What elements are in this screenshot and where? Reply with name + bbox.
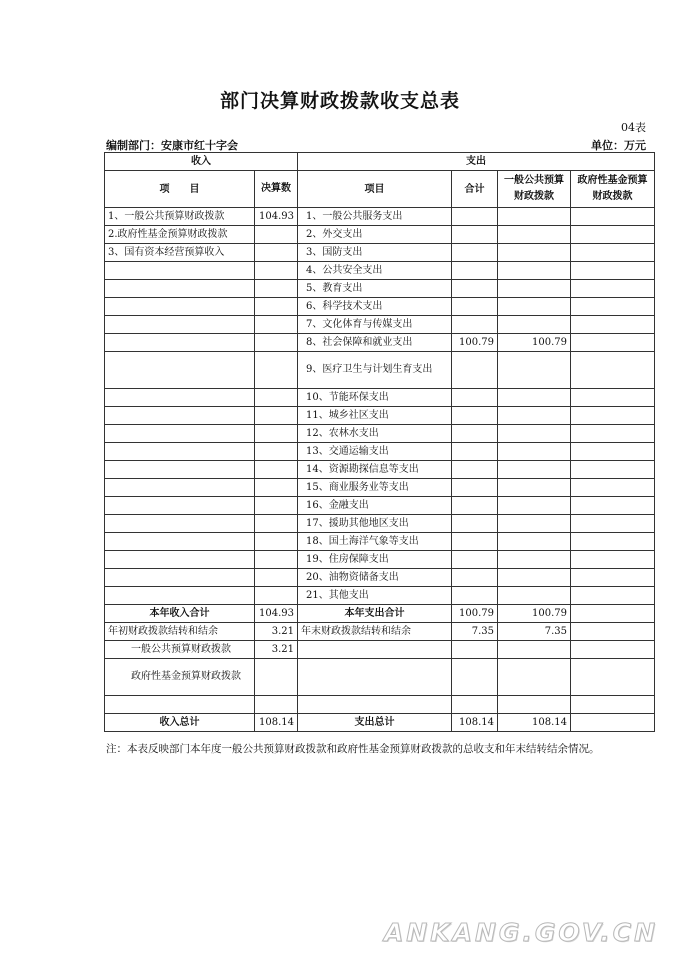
expense-item-total [452,208,498,226]
expense-item-total [452,262,498,280]
fund-budget-header: 政府性基金预算财政拨款 [571,171,655,208]
table-row [105,407,655,425]
expense-item-label: 20、油物资储备支出 [298,569,452,587]
expense-item-label: 4、公共安全支出 [298,262,452,280]
empty-cell [105,298,255,316]
income-header: 收入 [105,153,298,171]
expense-item-total [452,352,498,389]
carry-over-row [105,623,655,641]
expense-item-label: 1、一般公共服务支出 [298,208,452,226]
item-right-header: 项目 [298,171,452,208]
empty-cell [255,479,298,497]
expense-item-label: 9、医疗卫生与计划生育支出 [298,352,452,389]
empty-cell [105,515,255,533]
expense-item-total [452,407,498,425]
expense-item-general [498,208,571,226]
expense-item-total [452,551,498,569]
expense-item-total [452,244,498,262]
final-amount-header: 决算数 [255,171,298,208]
expense-item-fund [571,334,655,352]
expense-item-general [498,389,571,407]
table-row [105,208,655,226]
expense-item-general: 100.79 [498,334,571,352]
expense-item-general [498,569,571,587]
expense-item-fund [571,551,655,569]
table-row [105,316,655,334]
table-row [105,280,655,298]
empty-cell [255,551,298,569]
income-item-label: 2.政府性基金预算财政拨款 [105,226,255,244]
table-row [105,425,655,443]
empty-cell [105,569,255,587]
carry-in-fund-value [255,659,298,696]
expense-item-label: 2、外交支出 [298,226,452,244]
empty-cell [105,280,255,298]
empty-cell [255,352,298,389]
expense-item-total [452,389,498,407]
table-number: 04表 [621,121,646,134]
expense-item-fund [571,533,655,551]
expense-header: 支出 [298,153,655,171]
table-row [105,461,655,479]
expense-item-label: 21、其他支出 [298,587,452,605]
empty-cell [105,262,255,280]
expense-item-total: 100.79 [452,334,498,352]
empty-cell [255,407,298,425]
expense-item-fund [571,569,655,587]
empty-cell [255,298,298,316]
year-expense-fund-value [571,605,655,623]
year-expense-total-label: 本年支出合计 [298,605,452,623]
empty-cell [105,479,255,497]
expense-item-general [498,280,571,298]
carry-out-fund [571,623,655,641]
empty-cell [255,587,298,605]
year-income-total-value: 104.93 [255,605,298,623]
expense-item-general [498,551,571,569]
expense-item-total [452,226,498,244]
empty-cell [255,497,298,515]
expense-item-label: 11、城乡社区支出 [298,407,452,425]
expense-item-total [452,479,498,497]
income-grand-total-label: 收入总计 [105,714,255,732]
empty-cell [105,389,255,407]
year-income-total-label: 本年收入合计 [105,605,255,623]
empty-cell [105,551,255,569]
expense-item-fund [571,461,655,479]
income-item-value [255,226,298,244]
empty-cell [571,659,655,696]
expense-item-general [498,352,571,389]
empty-cell [298,696,452,714]
grand-total-row [105,714,655,732]
carry-in-general-label: 一般公共预算财政拨款 [105,641,255,659]
empty-cell [255,425,298,443]
expense-item-general [498,497,571,515]
expense-item-total [452,425,498,443]
general-budget-header: 一般公共预算财政拨款 [498,171,571,208]
expense-item-label: 16、金融支出 [298,497,452,515]
empty-cell [571,696,655,714]
empty-cell [498,659,571,696]
header-row-1 [105,153,655,171]
income-item-label: 3、国有资本经营预算收入 [105,244,255,262]
expense-item-general [498,298,571,316]
expense-item-total [452,515,498,533]
carry-in-value: 3.21 [255,623,298,641]
expense-item-fund [571,280,655,298]
unit-label: 单位：万元 [591,139,646,152]
total-header: 合计 [452,171,498,208]
expense-item-general [498,425,571,443]
empty-cell [255,334,298,352]
table-row [105,569,655,587]
expense-item-general [498,533,571,551]
expense-item-fund [571,262,655,280]
empty-cell [105,497,255,515]
expense-item-general [498,515,571,533]
table-row [105,497,655,515]
empty-cell [255,389,298,407]
expense-item-general [498,479,571,497]
table-row [105,533,655,551]
expense-item-label: 19、住房保障支出 [298,551,452,569]
empty-cell [255,515,298,533]
expense-item-label: 18、国土海洋气象等支出 [298,533,452,551]
carry-in-general-value: 3.21 [255,641,298,659]
expense-item-label: 17、援助其他地区支出 [298,515,452,533]
carry-out-total: 7.35 [452,623,498,641]
empty-cell [255,316,298,334]
income-item-value [255,244,298,262]
carry-in-fund-label: 政府性基金预算财政拨款 [105,659,255,696]
income-item-value: 104.93 [255,208,298,226]
table-row [105,515,655,533]
expense-item-fund [571,479,655,497]
expense-item-general [498,226,571,244]
expense-item-total [452,316,498,334]
expense-item-label: 3、国防支出 [298,244,452,262]
expense-item-fund [571,352,655,389]
empty-cell [452,696,498,714]
empty-cell [452,641,498,659]
year-expense-general-value: 100.79 [498,605,571,623]
empty-cell [105,334,255,352]
income-grand-total-value: 108.14 [255,714,298,732]
empty-cell [571,641,655,659]
item-left-header: 项 目 [105,171,255,208]
empty-cell [255,696,298,714]
table-row [105,551,655,569]
table-row [105,298,655,316]
empty-cell [255,443,298,461]
carry-in-general-row [105,641,655,659]
expense-item-general [498,262,571,280]
expense-item-total [452,569,498,587]
expense-item-fund [571,497,655,515]
expense-item-label: 6、科学技术支出 [298,298,452,316]
table-row [105,443,655,461]
header-row-2 [105,171,655,208]
expense-item-general [498,587,571,605]
empty-cell [498,641,571,659]
expense-item-label: 10、节能环保支出 [298,389,452,407]
expense-item-general [498,443,571,461]
expense-item-label: 13、交通运输支出 [298,443,452,461]
table-row [105,226,655,244]
empty-cell [255,533,298,551]
empty-cell [105,407,255,425]
expense-item-fund [571,587,655,605]
year-expense-total-value: 100.79 [452,605,498,623]
expense-item-fund [571,515,655,533]
expense-item-general [498,407,571,425]
expense-item-label: 5、教育支出 [298,280,452,298]
expense-item-total [452,587,498,605]
footnote: 注：本表反映部门本年度一般公共预算财政拨款和政府性基金预算财政拨款的总收支和年末结转结余情况。 [106,743,600,755]
expense-item-total [452,280,498,298]
expense-item-general [498,316,571,334]
table-row [105,587,655,605]
empty-cell [298,641,452,659]
empty-cell [105,316,255,334]
site-watermark: ANKANG.GOV.CN [383,918,658,947]
table-row [105,334,655,352]
carry-out-general: 7.35 [498,623,571,641]
expense-item-fund [571,316,655,334]
expense-item-fund [571,425,655,443]
empty-cell [255,461,298,479]
table-row [105,352,655,389]
expense-item-total [452,298,498,316]
budget-summary-table [104,152,655,732]
table-row [105,479,655,497]
empty-cell [105,696,255,714]
expense-grand-general-value: 108.14 [498,714,571,732]
empty-cell [105,533,255,551]
empty-cell [105,461,255,479]
expense-item-label: 15、商业服务业等支出 [298,479,452,497]
expense-item-total [452,461,498,479]
expense-item-fund [571,244,655,262]
expense-grand-fund-value [571,714,655,732]
expense-item-total [452,533,498,551]
expense-item-total [452,443,498,461]
expense-grand-total-label: 支出总计 [298,714,452,732]
empty-cell [105,587,255,605]
empty-cell [255,280,298,298]
expense-item-fund [571,443,655,461]
expense-item-fund [571,298,655,316]
carry-out-label: 年末财政拨款结转和结余 [298,623,452,641]
expense-item-general [498,461,571,479]
year-total-row [105,605,655,623]
expense-grand-total-value: 108.14 [452,714,498,732]
expense-item-fund [571,208,655,226]
expense-item-label: 7、文化体育与传媒支出 [298,316,452,334]
empty-cell [255,262,298,280]
income-item-label: 1、一般公共预算财政拨款 [105,208,255,226]
expense-item-general [498,244,571,262]
empty-cell [105,443,255,461]
empty-cell [105,425,255,443]
expense-item-label: 14、资源勘探信息等支出 [298,461,452,479]
expense-item-fund [571,226,655,244]
expense-item-label: 8、社会保障和就业支出 [298,334,452,352]
expense-item-fund [571,407,655,425]
empty-cell [498,696,571,714]
blank-row [105,696,655,714]
table-row [105,244,655,262]
page-title: 部门决算财政拨款收支总表 [219,90,460,112]
carry-in-fund-row [105,659,655,696]
empty-cell [105,352,255,389]
empty-cell [452,659,498,696]
carry-in-label: 年初财政拨款结转和结余 [105,623,255,641]
table-row [105,262,655,280]
expense-item-label: 12、农林水支出 [298,425,452,443]
expense-item-fund [571,389,655,407]
table-row [105,389,655,407]
department-label: 编制部门：安康市红十字会 [106,139,238,152]
expense-item-total [452,497,498,515]
empty-cell [255,569,298,587]
empty-cell [298,659,452,696]
